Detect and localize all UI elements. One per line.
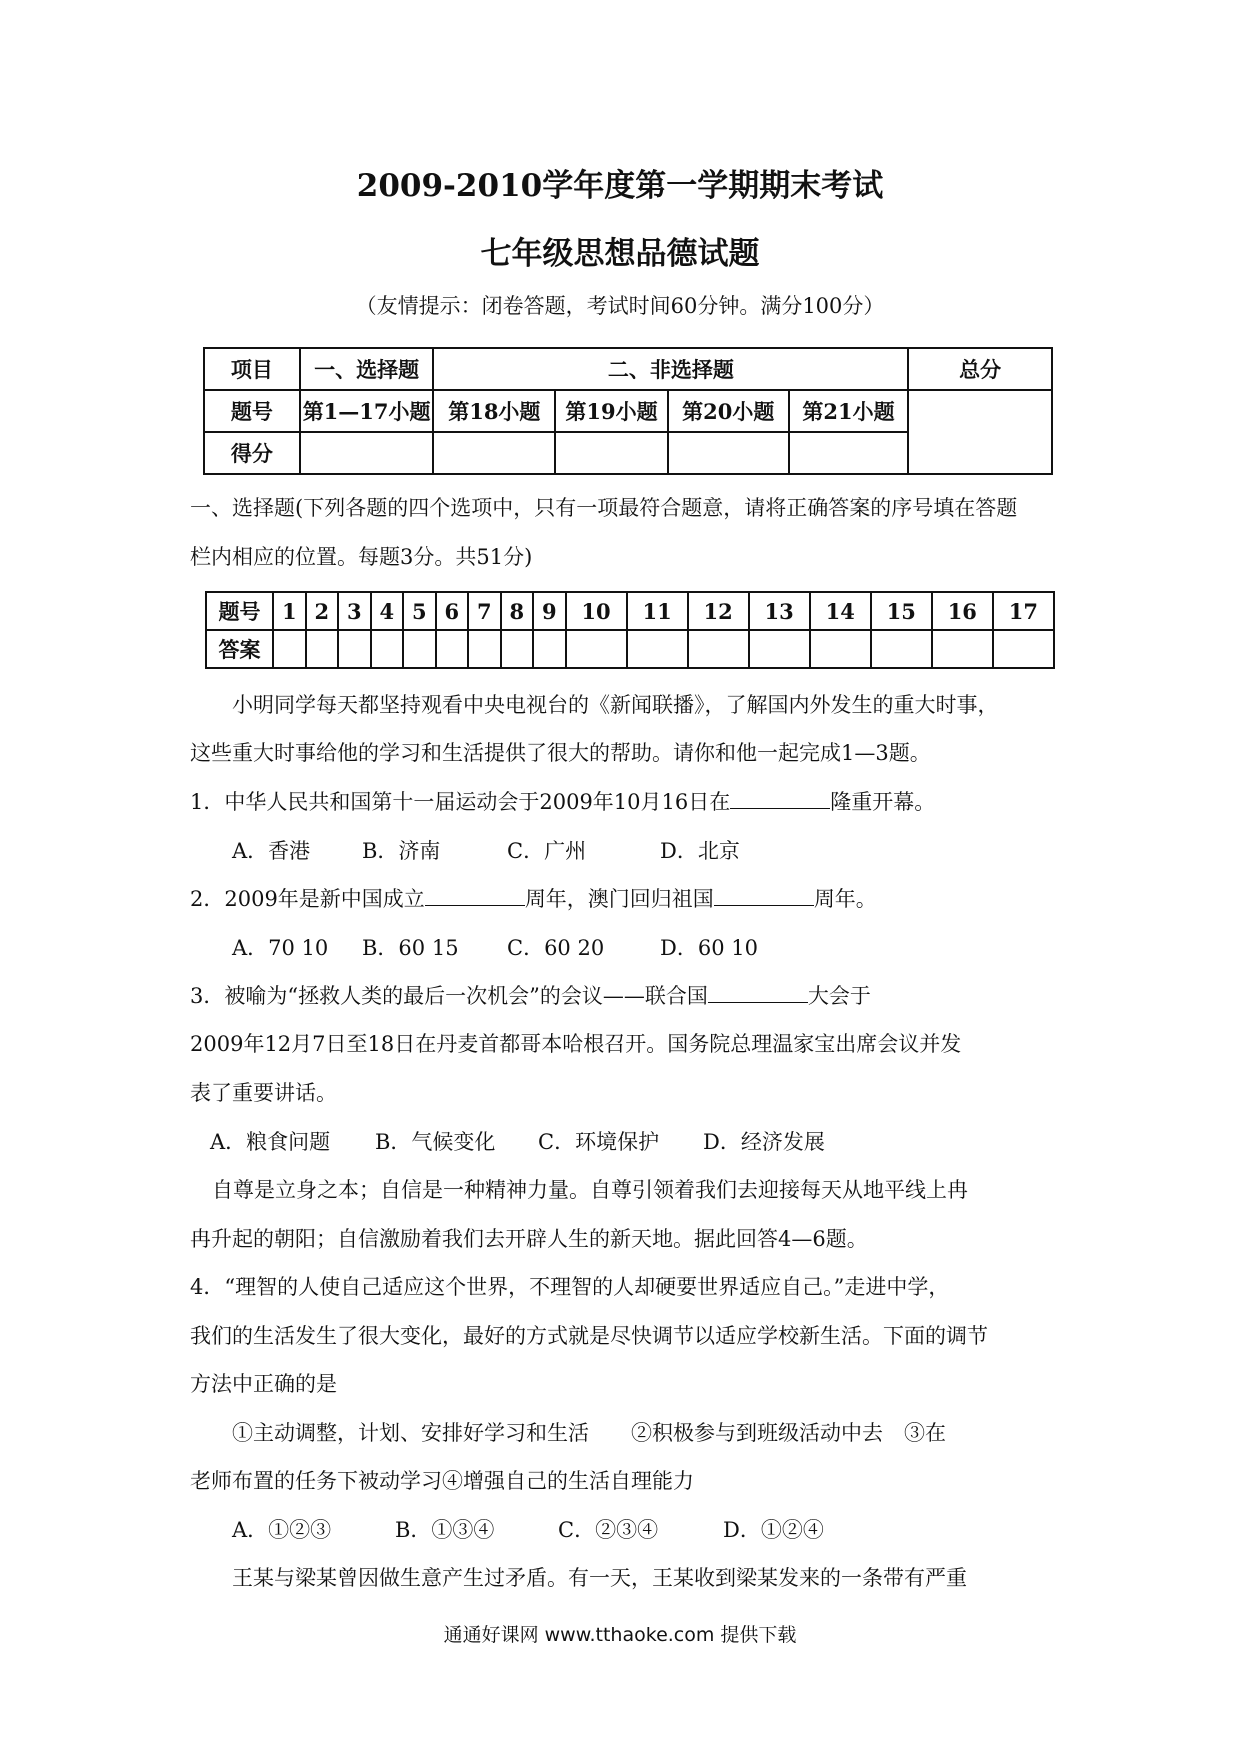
question-number-cell: 14 <box>810 592 871 630</box>
option: D．北京 <box>660 839 740 863</box>
answer-blank <box>714 885 814 906</box>
question-1 <box>190 787 935 817</box>
passage-text: 这些重大时事给他的学习和生活提供了很大的帮助。请你和他一起完成1—3题。 <box>190 741 931 765</box>
question-4-text: 方法中正确的是 <box>190 1372 337 1396</box>
question-number-cell: 5 <box>403 592 436 630</box>
score-table-cell: 一、选择题 <box>300 348 434 390</box>
option: D．经济发展 <box>703 1130 825 1154</box>
score-cell[interactable] <box>300 432 434 474</box>
option: C．②③④ <box>558 1518 659 1542</box>
answer-cell[interactable] <box>566 630 627 668</box>
question-number-cell: 11 <box>627 592 688 630</box>
section1-instruction: 一、选择题(下列各题的四个选项中，只有一项最符合题意，请将正确答案的序号填在答题 <box>190 496 1018 520</box>
question-number-cell: 15 <box>871 592 932 630</box>
score-table-cell: 第19小题 <box>555 390 668 432</box>
score-cell[interactable] <box>433 432 555 474</box>
score-table-cell: 二、非选择题 <box>433 348 908 390</box>
answer-blank <box>708 982 808 1003</box>
question-number-cell: 16 <box>932 592 993 630</box>
footer-source: 通通好课网 www.tthaoke.com 提供下载 <box>443 1624 797 1646</box>
question-number-cell: 7 <box>468 592 501 630</box>
score-table-cell: 第21小题 <box>789 390 909 432</box>
option: B．60 15 <box>362 936 459 960</box>
option: C．60 20 <box>507 936 605 960</box>
option: A．香港 <box>232 839 311 863</box>
option: B．济南 <box>362 839 441 863</box>
question-1-text-end: 隆重开幕。 <box>830 790 936 814</box>
option: A．70 10 <box>232 936 329 960</box>
question-number-cell: 9 <box>533 592 566 630</box>
question-number-cell: 1 <box>273 592 306 630</box>
answer-cell[interactable] <box>501 630 534 668</box>
answer-cell[interactable] <box>273 630 306 668</box>
question-number-cell: 13 <box>749 592 810 630</box>
answer-cell[interactable] <box>932 630 993 668</box>
option: D．60 10 <box>660 936 758 960</box>
exam-subtitle: 七年级思想品德试题 <box>480 236 760 272</box>
answer-table-header-label: 题号 <box>206 592 273 630</box>
question-3 <box>190 981 871 1011</box>
answer-cell[interactable] <box>871 630 932 668</box>
section1-instruction: 栏内相应的位置。每题3分。共51分) <box>190 545 533 569</box>
passage-text: 小明同学每天都坚持观看中央电视台的《新闻联播》，了解国内外发生的重大时事， <box>232 693 999 717</box>
question-2-text: 周年，澳门回归祖国 <box>524 887 714 911</box>
question-3-text: 大会于 <box>807 984 871 1008</box>
answer-cell[interactable] <box>436 630 469 668</box>
question-number-cell: 4 <box>371 592 404 630</box>
question-2-text: 周年。 <box>813 887 877 911</box>
score-table-cell: 第1—17小题 <box>300 390 434 432</box>
answer-cell[interactable] <box>338 630 371 668</box>
score-table-cell: 第20小题 <box>668 390 789 432</box>
answer-cell[interactable] <box>993 630 1054 668</box>
score-cell[interactable] <box>789 432 909 474</box>
option: C．环境保护 <box>538 1130 660 1154</box>
answer-cell[interactable] <box>688 630 749 668</box>
question-1-text: 1．中华人民共和国第十一届运动会于2009年10月16日在 <box>190 790 731 814</box>
answer-cell[interactable] <box>627 630 688 668</box>
score-table-cell: 项目 <box>204 348 300 390</box>
answer-cell[interactable] <box>749 630 810 668</box>
passage-text: 王某与梁某曾因做生意产生过矛盾。有一天，王某收到梁某发来的一条带有严重 <box>232 1566 967 1590</box>
question-4-items: ①主动调整，计划、安排好学习和生活 ②积极参与到班级活动中去 ③在 <box>232 1421 946 1445</box>
score-cell[interactable] <box>668 432 789 474</box>
score-table-cell: 第18小题 <box>433 390 555 432</box>
answer-cell[interactable] <box>468 630 501 668</box>
option: C．广州 <box>507 839 587 863</box>
exam-title: 2009-2010学年度第一学期期末考试 <box>356 168 884 204</box>
question-number-cell: 12 <box>688 592 749 630</box>
question-2 <box>190 884 877 914</box>
answer-blank <box>425 885 525 906</box>
question-number-cell: 2 <box>306 592 339 630</box>
question-4-text: 我们的生活发生了很大变化，最好的方式就是尽快调节以适应学校新生活。下面的调节 <box>190 1324 988 1348</box>
score-table-cell: 题号 <box>204 390 300 432</box>
passage-text: 自尊是立身之本；自信是一种精神力量。自尊引领着我们去迎接每天从地平线上冉 <box>212 1178 968 1202</box>
answer-table <box>205 591 1055 669</box>
option: A．粮食问题 <box>210 1130 331 1154</box>
question-2-text: 2．2009年是新中国成立 <box>190 887 425 911</box>
question-4-text: 4．“理智的人使自己适应这个世界，不理智的人却硬要世界适应自己。”走进中学， <box>190 1275 950 1299</box>
question-number-cell: 10 <box>566 592 627 630</box>
score-table <box>203 347 1053 475</box>
option: D．①②④ <box>723 1518 824 1542</box>
answer-cell[interactable] <box>403 630 436 668</box>
question-number-cell: 8 <box>501 592 534 630</box>
answer-blank <box>730 788 830 809</box>
answer-cell[interactable] <box>810 630 871 668</box>
option: B．气候变化 <box>375 1130 496 1154</box>
question-number-cell: 3 <box>338 592 371 630</box>
passage-text: 冉升起的朝阳；自信激励着我们去开辟人生的新天地。据此回答4—6题。 <box>190 1227 868 1251</box>
question-4-items: 老师布置的任务下被动学习④增强自己的生活自理能力 <box>190 1469 694 1493</box>
score-table-cell: 总分 <box>908 348 1052 390</box>
answer-cell[interactable] <box>306 630 339 668</box>
question-number-cell: 6 <box>436 592 469 630</box>
answer-cell[interactable] <box>533 630 566 668</box>
score-table-cell: 得分 <box>204 432 300 474</box>
question-number-cell: 17 <box>993 592 1054 630</box>
exam-tip: （友情提示：闭卷答题，考试时间60分钟。满分100分） <box>355 294 885 318</box>
question-3-text: 表了重要讲话。 <box>190 1081 337 1105</box>
score-cell[interactable] <box>555 432 668 474</box>
total-score-cell[interactable] <box>908 390 1052 474</box>
question-3-text: 3．被喻为“拯救人类的最后一次机会”的会议——联合国 <box>190 984 708 1008</box>
question-3-text: 2009年12月7日至18日在丹麦首都哥本哈根召开。国务院总理温家宝出席会议并发 <box>190 1032 962 1056</box>
option: B．①③④ <box>395 1518 495 1542</box>
answer-cell[interactable] <box>371 630 404 668</box>
option: A．①②③ <box>232 1518 332 1542</box>
answer-table-answer-label: 答案 <box>206 630 273 668</box>
